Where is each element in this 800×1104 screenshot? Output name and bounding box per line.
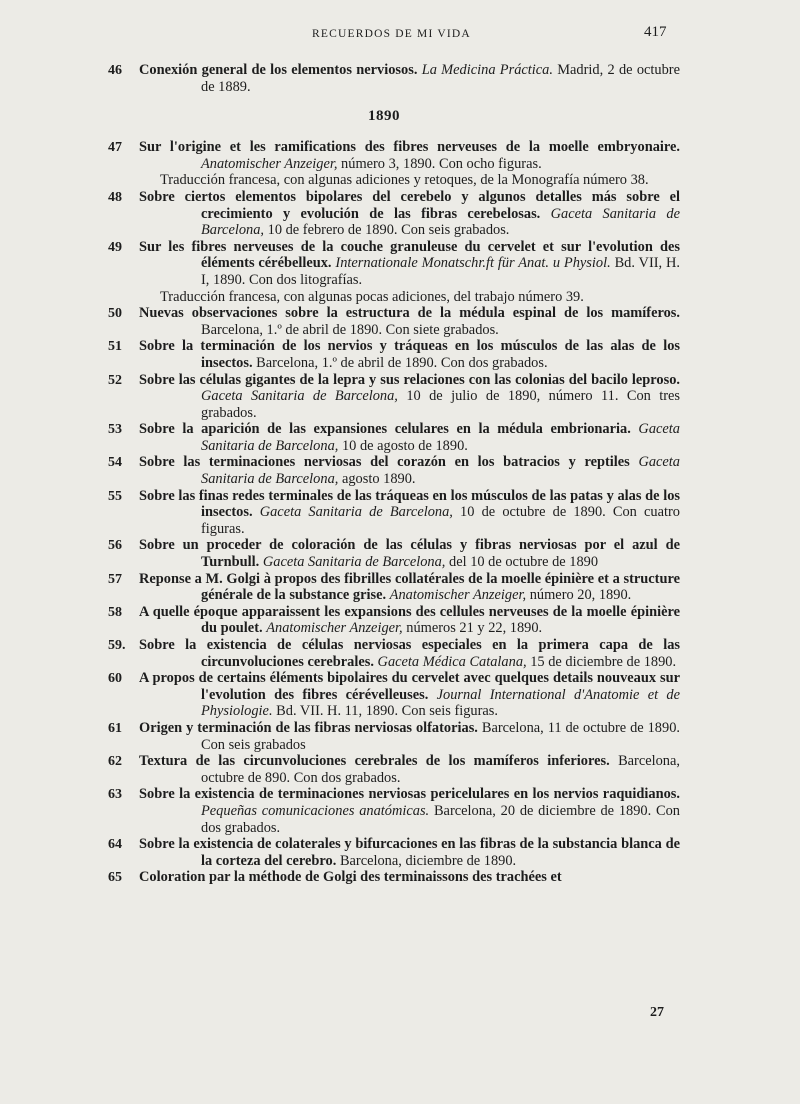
journal-name: Gaceta Sanitaria de Barcelona,	[201, 205, 680, 239]
entry-number: 62	[108, 754, 122, 770]
bibliography-entry	[0, 786, 800, 836]
entry-number: 59.	[108, 638, 126, 653]
entry-title: Sobre un proceder de coloración de las células y fibras nerviosas por el azul de Turnbull.	[139, 537, 680, 571]
journal-name: Internationale Monatschr.ft für Anat. u Physiol.	[335, 255, 611, 272]
entry-number: 50	[108, 306, 122, 322]
entry-number: 53	[108, 422, 122, 438]
entry-text	[139, 637, 680, 670]
entry-number: 56	[108, 538, 122, 554]
publication-details: número 20, 1890.	[529, 587, 632, 604]
publication-details: Barcelona, 1.º de abril de 1890. Con siete grabados.	[201, 321, 499, 338]
entry-text	[139, 371, 681, 422]
entry-title: Sobre la existencia de colaterales y bifurcaciones en las fibras de la substancia blanca de la corteza del cerebro.	[139, 836, 680, 869]
journal-name: Gaceta Sanitaria de Barcelona,	[201, 454, 680, 488]
entry-text	[139, 603, 680, 637]
journal-name: Gaceta Sanitaria de Barcelona,	[201, 421, 680, 454]
entry-title: Sur l'origine et les ramifications des fibres nerveuses de la moelle embryonaire.	[139, 139, 680, 156]
bibliography-entry	[0, 537, 800, 570]
entry-note: Traducción francesa, con algunas pocas adiciones, del trabajo número 39.	[160, 288, 584, 305]
page-number: 417	[644, 24, 667, 40]
entry-title: Coloration par la méthode de Golgi des terminaissons des trachées et	[139, 869, 562, 886]
publication-details: Bd. VII, H. I, 1890. Con dos litografías.	[201, 255, 680, 288]
publication-details: 15 de diciembre de 1890.	[530, 653, 677, 670]
bibliography-entry	[0, 869, 800, 886]
entry-title: Sobre la aparición de las expansiones celulares en la médula embrionaria.	[139, 421, 631, 438]
entry-title: Sobre la terminación de los nervios y tráqueas en los músculos de las alas de los insectos.	[139, 338, 680, 371]
year-label: 1890	[368, 108, 400, 125]
entry-title: Sobre las células gigantes de la lepra y sus relaciones con las colonias del bacilo leproso.	[139, 371, 680, 388]
entry-title: A quelle époque apparaissent les expansions des cellules nerveuses de la moelle épinière du poulet.	[139, 603, 680, 637]
publication-details: Barcelona, diciembre de 1890.	[339, 852, 517, 869]
bibliography-entry	[0, 670, 800, 720]
entry-title: Nuevas observaciones sobre la estructura de la médula espinal de los mamíferos.	[139, 305, 680, 322]
entry-text	[139, 719, 680, 753]
journal-name: La Medicina Práctica.	[421, 62, 553, 78]
entry-number: 58	[108, 604, 122, 620]
entry-number: 65	[108, 870, 122, 886]
entry-text	[139, 836, 680, 869]
section-year-heading	[0, 95, 800, 139]
entry-text	[139, 570, 680, 604]
publication-details: Barcelona, 1.º de abril de 1890. Con dos grabados.	[256, 354, 548, 371]
bibliography-entry	[0, 62, 800, 95]
journal-name: Gaceta Sanitaria de Barcelona,	[259, 504, 453, 521]
entry-title: Sur les fibres nerveuses de la couche granuleuse du cervelet et sur l'evolution des éléments cérébelleux.	[139, 238, 680, 272]
entry-text	[139, 454, 680, 488]
bibliography-entry	[0, 338, 800, 371]
entry-number: 61	[108, 720, 122, 736]
bibliography-entry	[0, 139, 800, 189]
publication-details: Bd. VII. H. 11, 1890. Con seis figuras.	[276, 703, 499, 720]
publication-details: agosto 1890.	[341, 471, 416, 488]
entry-text	[139, 338, 680, 371]
publication-details: números 21 y 22, 1890.	[406, 620, 543, 637]
journal-name: Journal International d'Anatomie et de Physiologie.	[201, 686, 680, 720]
entry-number: 47	[108, 140, 122, 156]
entry-title: Sobre la existencia de células nerviosas especiales en la primera capa de las circunvoluciones cerebrales.	[139, 637, 680, 670]
running-head	[0, 24, 800, 44]
publication-details: 10 de agosto de 1890.	[341, 437, 468, 454]
entry-text	[139, 786, 680, 836]
entry-number: 64	[108, 837, 122, 853]
publication-details: Barcelona, octubre de 890. Con dos grabados.	[201, 753, 680, 786]
bibliography-list	[0, 62, 800, 886]
bibliography-entry	[0, 571, 800, 604]
entry-note: Traducción francesa, con algunas adiciones y retoques, de la Monografía número 38.	[160, 172, 649, 189]
journal-name: Gaceta Sanitaria de Barcelona,	[262, 554, 446, 571]
entry-title: Textura de las circunvoluciones cerebrales de los mamíferos inferiores.	[139, 753, 610, 770]
entry-title: A propos de certains éléments bipolaires du cervelet avec quelques details nouveaux sur l'evolution des fibres cérévelleuses.	[139, 670, 680, 703]
journal-name: Pequeñas comunicaciones anatómicas.	[201, 802, 430, 819]
publication-details: 10 de julio de 1890, número 11. Con tres grabados.	[201, 388, 681, 421]
entry-number: 60	[108, 671, 122, 687]
entry-title: Sobre las finas redes terminales de las tráqueas en los músculos de las patas y alas de los insectos.	[139, 487, 680, 521]
bibliography-entry	[0, 836, 800, 869]
entry-text	[139, 487, 680, 538]
bibliography-entry	[0, 720, 800, 753]
entry-number: 55	[108, 488, 122, 504]
journal-name: Anatomischer Anzeiger,	[201, 155, 338, 172]
entry-text	[139, 62, 680, 95]
entry-number: 52	[108, 372, 122, 388]
publication-details: 10 de octubre de 1890. Con cuatro figuras.	[201, 504, 680, 537]
entry-text	[139, 139, 680, 172]
journal-name: Gaceta Sanitaria de Barcelona,	[201, 388, 398, 405]
journal-name: Gaceta Médica Catalana,	[377, 653, 527, 670]
publication-details: 10 de febrero de 1890. Con seis grabados.	[267, 222, 510, 239]
signature-mark: 27	[650, 1005, 664, 1020]
entry-text	[139, 537, 680, 571]
publication-details: Madrid, 2 de octubre de 1889.	[201, 62, 680, 95]
bibliography-entry	[0, 637, 800, 670]
entry-number: 54	[108, 455, 122, 471]
bibliography-entry	[0, 454, 800, 487]
journal-name: Anatomischer Anzeiger,	[266, 620, 403, 637]
entry-text	[139, 188, 680, 239]
bibliography-entry	[0, 604, 800, 637]
entry-text	[139, 238, 680, 289]
publication-details: del 10 de octubre de 1890	[449, 554, 599, 571]
bibliography-entry	[0, 189, 800, 239]
entry-text	[139, 869, 680, 886]
entry-number: 46	[108, 63, 122, 78]
entry-number: 48	[108, 189, 122, 205]
entry-number: 57	[108, 571, 122, 587]
entry-number: 49	[108, 239, 122, 255]
entry-number: 51	[108, 339, 122, 355]
entry-number: 63	[108, 787, 122, 803]
entry-title: Sobre la existencia de terminaciones nerviosas pericelulares en los nervios raquidianos.	[139, 786, 680, 803]
entry-title: Conexión general de los elementos nerviosos.	[139, 62, 418, 78]
bibliography-entry	[0, 753, 800, 786]
entry-text	[139, 670, 680, 720]
journal-name: Anatomischer Anzeiger,	[389, 587, 527, 604]
bibliography-entry	[0, 421, 800, 454]
entry-text	[139, 305, 680, 338]
publication-details: Barcelona, 11 de octubre de 1890. Con seis grabados	[201, 719, 680, 753]
bibliography-entry	[0, 239, 800, 305]
publication-details: Barcelona, 20 de diciembre de 1890. Con dos grabados.	[201, 802, 680, 836]
entry-text	[139, 421, 680, 454]
entry-title: Sobre las terminaciones nerviosas del corazón en los batracios y reptiles	[139, 454, 630, 471]
running-title: RECUERDOS DE MI VIDA	[312, 28, 471, 40]
publication-details: número 3, 1890. Con ocho figuras.	[341, 155, 542, 172]
entry-title: Reponse a M. Golgi à propos des fibrilles collatérales de la moelle épinière et a structure générale de la substance grise.	[139, 570, 680, 604]
entry-title: Sobre ciertos elementos bipolares del cerebelo y algunos detalles más sobre el crecimiento y evolución de las fibras cerebelosas.	[139, 188, 680, 222]
bibliography-entry	[0, 372, 800, 422]
entry-text	[139, 753, 680, 786]
entry-title: Origen y terminación de las fibras nerviosas olfatorias.	[139, 719, 478, 736]
bibliography-entry	[0, 305, 800, 338]
bibliography-entry	[0, 488, 800, 538]
